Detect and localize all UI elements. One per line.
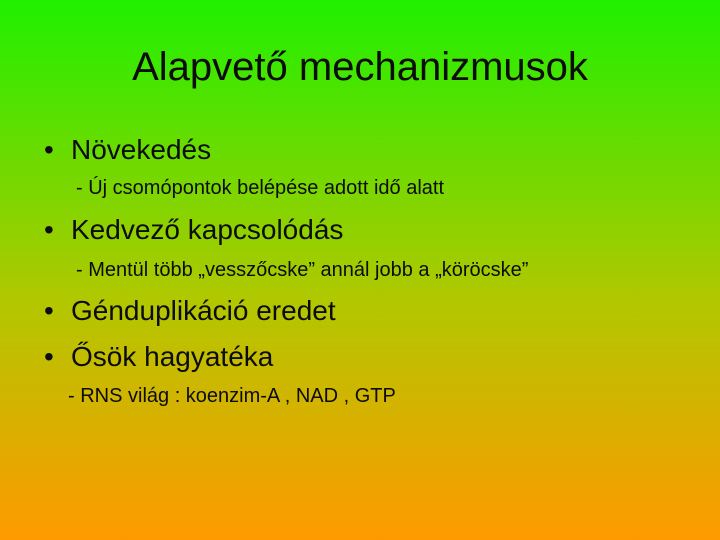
sub-item-novekedes: - Új csomópontok belépése adott idő alatt: [76, 177, 444, 199]
bullet-label: Kedvező kapcsolódás: [71, 214, 344, 245]
slide-title: Alapvető mechanizmusok: [132, 45, 588, 89]
bullet-item-novekedes: [44, 133, 211, 167]
bullet-label: Növekedés: [71, 134, 212, 165]
bullet-label: Génduplikáció eredet: [71, 295, 336, 326]
bullet-marker: •: [44, 134, 54, 165]
bullet-item-kedvezo-kapcsolodas: [44, 213, 343, 247]
bullet-item-osok-hagyateka: [44, 340, 273, 374]
bullet-marker: •: [44, 295, 54, 326]
sub-item-kedvezo-kapcsolodas: - Mentül több „vesszőcske” annál jobb a „köröcske”: [76, 259, 529, 281]
bullet-label: Ősök hagyatéka: [71, 341, 274, 372]
bullet-marker: •: [44, 341, 54, 372]
sub-item-osok-hagyateka: - RNS világ : koenzim-A , NAD , GTP: [68, 385, 396, 407]
bullet-marker: •: [44, 214, 54, 245]
bullet-item-genduplikacio: [44, 294, 336, 328]
